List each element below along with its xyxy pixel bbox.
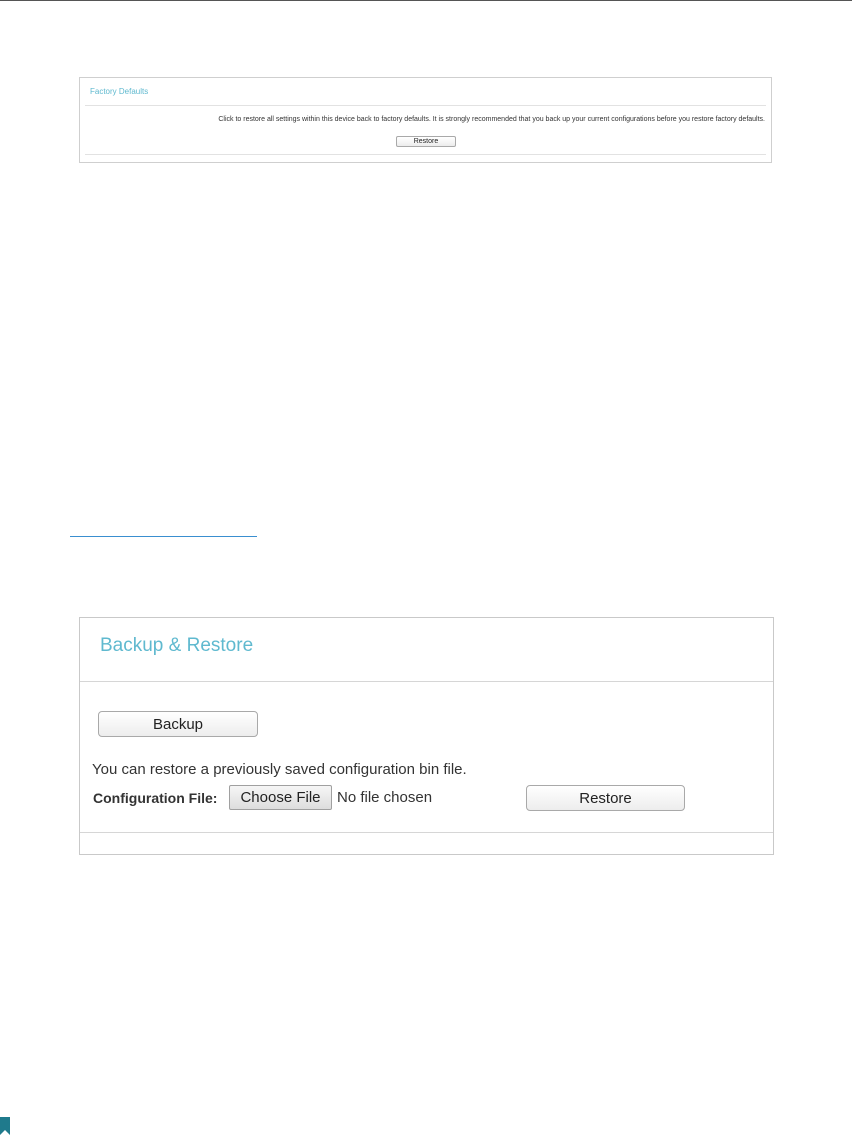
restore-info-text: You can restore a previously saved configuration bin file. [92,761,467,778]
choose-file-button[interactable]: Choose File [229,785,332,810]
page-top-rule [0,0,852,1]
hyperlink-underline[interactable] [70,536,257,537]
factory-defaults-title: Factory Defaults [90,87,149,96]
backup-restore-divider [80,681,773,682]
restore-button[interactable]: Restore [526,785,685,811]
factory-defaults-description: Click to restore all settings within this device back to factory defaults. It is strongly recommended that you back up your current configurations before you restore factory defaults. [218,116,765,123]
backup-button[interactable]: Backup [98,711,258,737]
configuration-file-label: Configuration File: [93,790,218,806]
factory-defaults-divider [85,105,766,106]
factory-defaults-panel [79,77,772,163]
backup-restore-title: Backup & Restore [100,635,254,656]
factory-defaults-bottom-divider [85,154,766,155]
bookmark-icon [0,1117,10,1135]
backup-restore-panel [79,617,774,855]
backup-restore-bottom-divider [80,832,773,833]
factory-restore-button[interactable]: Restore [396,136,456,147]
file-status-text: No file chosen [337,789,433,806]
